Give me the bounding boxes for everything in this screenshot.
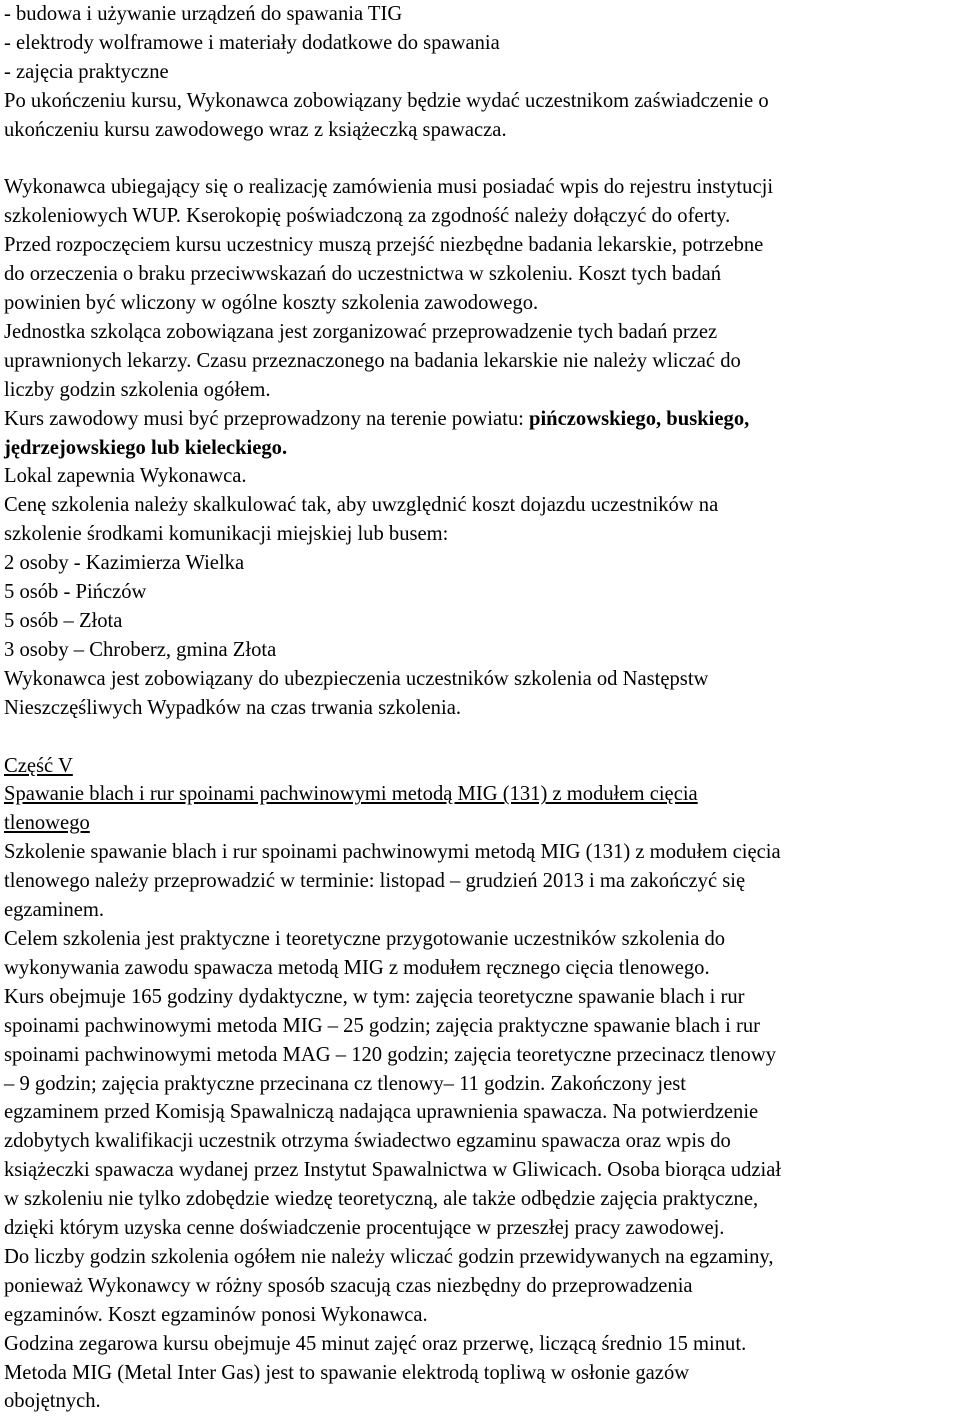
text-line: Kurs obejmuje 165 godziny dydaktyczne, w tym: zajęcia teoretyczne spawanie blach i rur bbox=[4, 985, 745, 1008]
blank-line bbox=[4, 145, 960, 174]
text-line: 5 osób - Pińczów bbox=[4, 581, 147, 604]
text-line: Cenę szkolenia należy skalkulować tak, aby uwzględnić koszt dojazdu uczestników na bbox=[4, 494, 719, 517]
text-line: do orzeczenia o braku przeciwwskazań do uczestnictwa w szkoleniu. Koszt tych badań bbox=[4, 263, 722, 286]
text-line: – 9 godzin; zajęcia praktyczne przecinana cz tlenowy– 11 godzin. Zakończony jest bbox=[4, 1072, 686, 1095]
text-line: powinien być wliczony w ogólne koszty szkolenia zawodowego. bbox=[4, 292, 539, 315]
text-line: - zajęcia praktyczne bbox=[4, 60, 169, 83]
course-description-paragraph bbox=[4, 838, 960, 1416]
text-line: 5 osób – Złota bbox=[4, 610, 123, 633]
text-line: egzaminów. Koszt egzaminów ponosi Wykonawca. bbox=[4, 1303, 428, 1326]
text-line: 2 osoby - Kazimierza Wielka bbox=[4, 552, 245, 575]
text-line: w szkoleniu nie tylko zdobędzie wiedzę teoretyczną, ale także odbędzie zajęcia praktyczne, bbox=[4, 1188, 759, 1211]
text-line: Szkolenie spawanie blach i rur spoinami pachwinowymi metodą MIG (131) z modułem cięcia bbox=[4, 841, 781, 864]
text-line: szkoleniowych WUP. Kserokopię poświadczoną za zgodność należy dołączyć do oferty. bbox=[4, 205, 731, 228]
contractor-requirements-paragraph bbox=[4, 173, 960, 722]
text-line: egzaminem przed Komisją Spawalniczą nadająca uprawnienia spawacza. Na potwierdzenie bbox=[4, 1101, 759, 1124]
bold-counties-text: pińczowskiego, buskiego, bbox=[528, 407, 750, 430]
text-line: tlenowego należy przeprowadzić w terminie: listopad – grudzień 2013 i ma zakończyć się bbox=[4, 870, 746, 893]
text-line: 3 osoby – Chroberz, gmina Złota bbox=[4, 638, 277, 661]
text-line: wykonywania zawodu spawacza metodą MIG z modułem ręcznego cięcia tlenowego. bbox=[4, 956, 710, 979]
text-line: Wykonawca jest zobowiązany do ubezpieczenia uczestników szkolenia od Następstw bbox=[4, 667, 709, 690]
text-line: obojętnych. bbox=[4, 1390, 101, 1413]
text-line: spoinami pachwinowymi metoda MIG – 25 godzin; zajęcia praktyczne spawanie blach i rur bbox=[4, 1014, 761, 1037]
text-line: - elektrody wolframowe i materiały dodatkowe do spawania bbox=[4, 31, 500, 54]
text-line: ponieważ Wykonawcy w różny sposób szacują czas niezbędny do przeprowadzenia bbox=[4, 1274, 693, 1297]
text-line: Lokal zapewnia Wykonawca. bbox=[4, 465, 247, 488]
text-line: Do liczby godzin szkolenia ogółem nie należy wliczać godzin przewidywanych na egzaminy, bbox=[4, 1245, 774, 1268]
text-line: Jednostka szkoląca zobowiązana jest zorganizować przeprowadzenie tych badań przez bbox=[4, 320, 718, 343]
bold-counties-text: jędrzejowskiego lub kieleckiego. bbox=[4, 436, 288, 459]
text-line: książeczki spawacza wydanej przez Instytut Spawalnictwa w Gliwicach. Osoba biorąca udział bbox=[4, 1159, 782, 1182]
text-line: dzięki którym uzyska cenne doświadczenie procentujące w przeszłej pracy zawodowej. bbox=[4, 1217, 725, 1240]
section-title-line: Spawanie blach i rur spoinami pachwinowymi metodą MIG (131) z modułem cięcia bbox=[4, 783, 698, 806]
text-line: Godzina zegarowa kursu obejmuje 45 minut zajęć oraz przerwę, liczącą średnio 15 minut. bbox=[4, 1332, 747, 1355]
text-line: zdobytych kwalifikacji uczestnik otrzyma świadectwo egzaminu spawacza oraz wpis do bbox=[4, 1130, 731, 1153]
text-run: Kurs zawodowy musi być przeprowadzony na terenie powiatu: bbox=[4, 407, 529, 430]
text-line: egzaminem. bbox=[4, 899, 105, 922]
blank-line bbox=[4, 723, 960, 752]
text-line: Przed rozpoczęciem kursu uczestnicy muszą przejść niezbędne badania lekarskie, potrzebne bbox=[4, 234, 764, 257]
section-title-line: tlenowego bbox=[4, 812, 90, 835]
text-line: szkolenie środkami komunikacji miejskiej lub busem: bbox=[4, 523, 449, 546]
text-line: ukończeniu kursu zawodowego wraz z książeczką spawacza. bbox=[4, 118, 507, 141]
text-line: - budowa i używanie urządzeń do spawania TIG bbox=[4, 3, 403, 25]
course-topics-paragraph bbox=[4, 0, 960, 145]
text-line: Wykonawca ubiegający się o realizację zamówienia musi posiadać wpis do rejestru instytucji bbox=[4, 176, 774, 199]
text-line bbox=[4, 405, 960, 434]
text-line: liczby godzin szkolenia ogółem. bbox=[4, 378, 271, 401]
section-header bbox=[4, 752, 960, 839]
text-line: Metoda MIG (Metal Inter Gas) jest to spawanie elektrodą topliwą w osłonie gazów bbox=[4, 1361, 690, 1384]
text-line: Nieszczęśliwych Wypadków na czas trwania szkolenia. bbox=[4, 696, 461, 719]
text-line: Po ukończeniu kursu, Wykonawca zobowiązany będzie wydać uczestnikom zaświadczenie o bbox=[4, 89, 769, 112]
text-line: Celem szkolenia jest praktyczne i teoretyczne przygotowanie uczestników szkolenia do bbox=[4, 927, 726, 950]
section-heading: Część V bbox=[4, 754, 73, 777]
text-line: uprawnionych lekarzy. Czasu przeznaczonego na badania lekarskie nie należy wliczać do bbox=[4, 349, 741, 372]
text-line: spoinami pachwinowymi metoda MAG – 120 godzin; zajęcia teoretyczne przecinacz tlenowy bbox=[4, 1043, 776, 1066]
